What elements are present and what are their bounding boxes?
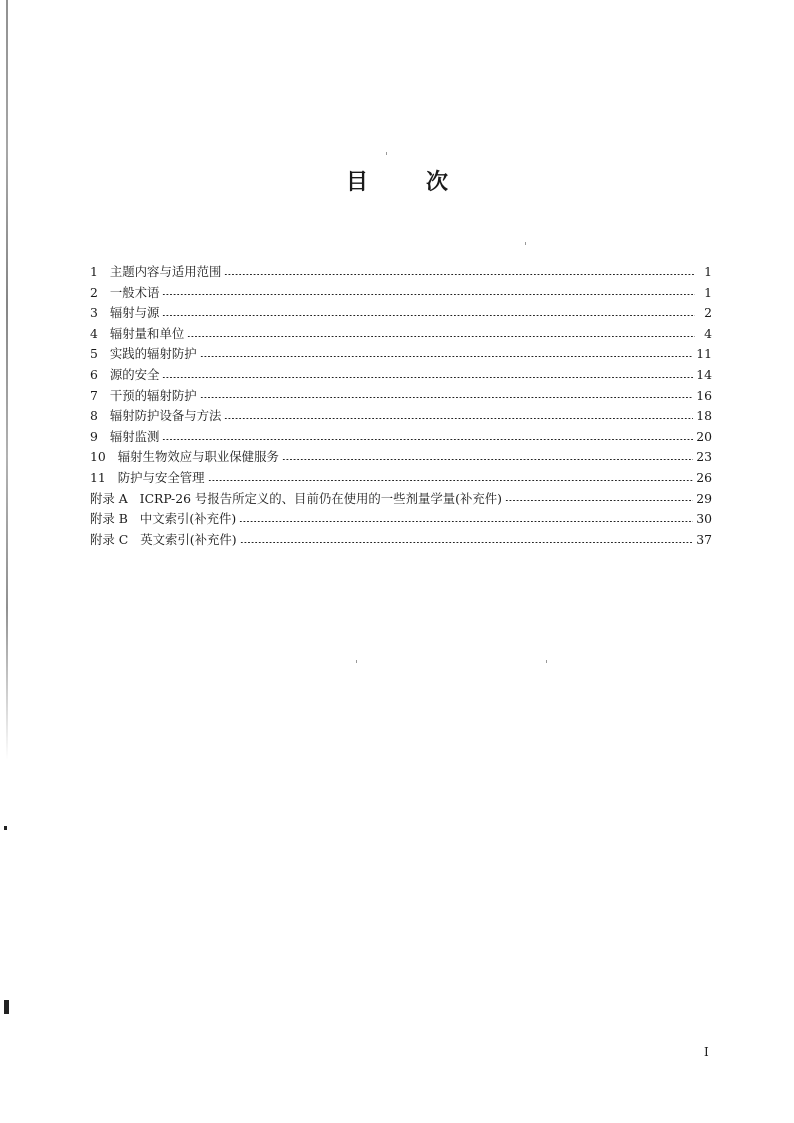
toc-entry-title: 干预的辐射防护 [109,387,197,403]
toc-entry-number: 3 [90,305,98,321]
toc-entry[interactable] [90,468,712,489]
table-of-contents [90,262,712,550]
toc-entry-number: 9 [90,428,98,444]
toc-entry-page: 18 [696,408,712,424]
toc-entry-title: 源的安全 [109,366,160,382]
toc-entry[interactable] [90,509,712,530]
scan-speck [546,660,547,663]
toc-entry-number: 11 [90,469,106,485]
dot-leader [162,377,693,378]
toc-entry-title: 实践的辐射防护 [109,346,197,362]
dot-leader [187,336,695,337]
toc-entry-page: 20 [696,428,712,444]
scan-speck [356,660,357,663]
toc-entry-page: 11 [696,346,712,362]
toc-entry-number: 2 [90,284,98,300]
dot-leader [282,459,693,460]
toc-entry[interactable] [90,447,712,468]
toc-entry-number: 8 [90,408,98,424]
toc-entry[interactable] [90,427,712,448]
toc-entry-title: 中文索引(补充件) [139,511,237,527]
dot-leader [162,294,695,295]
toc-entry[interactable] [90,406,712,427]
toc-entry-page: 16 [696,387,712,403]
dot-leader [240,542,694,543]
toc-entry-title: ICRP-26 号报告所定义的、目前仍在使用的一些剂量学量(补充件) [139,490,502,506]
dot-leader [224,418,693,419]
dot-leader [162,315,695,316]
toc-entry-number: 5 [90,346,98,362]
toc-entry-page: 1 [704,264,712,279]
dot-leader [224,274,695,275]
scan-edge-line [6,0,8,760]
footer-page-number: I [704,1045,709,1059]
toc-entry[interactable] [90,324,712,345]
dot-leader [162,439,693,440]
toc-entry-number: 6 [90,366,98,382]
toc-entry[interactable] [90,530,712,551]
toc-entry-title: 辐射防护设备与方法 [109,408,222,424]
toc-entry-title: 一般术语 [109,284,160,300]
title-char-1: 目 [345,170,368,195]
toc-entry-title: 辐射量和单位 [109,325,185,341]
toc-entry-page: 4 [704,325,712,341]
toc-entry-number: 附录 B [90,511,128,527]
dot-leader [208,480,694,481]
scan-mark [4,1000,9,1014]
toc-entry-number: 7 [90,387,98,403]
toc-entry-title: 防护与安全管理 [117,469,205,485]
toc-entry-page: 23 [696,449,712,465]
toc-entry[interactable] [90,344,712,365]
toc-entry-title: 辐射监测 [109,428,160,444]
scan-mark [4,826,7,830]
toc-entry[interactable] [90,262,712,283]
dot-leader [200,397,694,398]
toc-entry[interactable] [90,386,712,407]
dot-leader [200,356,694,357]
toc-entry-title: 辐射生物效应与职业保健服务 [117,449,279,465]
toc-entry[interactable] [90,283,712,304]
toc-entry-page: 1 [704,284,712,300]
toc-entry-number: 10 [90,449,106,465]
title-char-2: 次 [426,170,449,195]
toc-entry-page: 30 [696,511,712,527]
toc-entry-page: 14 [696,366,712,382]
toc-entry-page: 2 [704,305,712,321]
toc-entry-page: 26 [696,469,712,485]
toc-entry[interactable] [90,365,712,386]
scan-speck [386,152,387,155]
toc-entry-title: 英文索引(补充件) [140,531,237,547]
toc-entry-page: 37 [696,531,712,547]
toc-entry-number: 附录 C [90,531,129,547]
scan-speck [525,242,526,245]
toc-entry[interactable] [90,489,712,510]
toc-entry-title: 主题内容与适用范围 [109,264,222,279]
dot-leader [239,521,693,522]
toc-entry-page: 29 [696,490,712,506]
toc-entry-number: 4 [90,325,98,341]
toc-entry-title: 辐射与源 [109,305,160,321]
toc-entry-number: 附录 A [90,490,128,506]
toc-entry-number: 1 [90,264,98,279]
page-title [0,165,794,196]
dot-leader [505,500,693,501]
toc-entry[interactable] [90,303,712,324]
